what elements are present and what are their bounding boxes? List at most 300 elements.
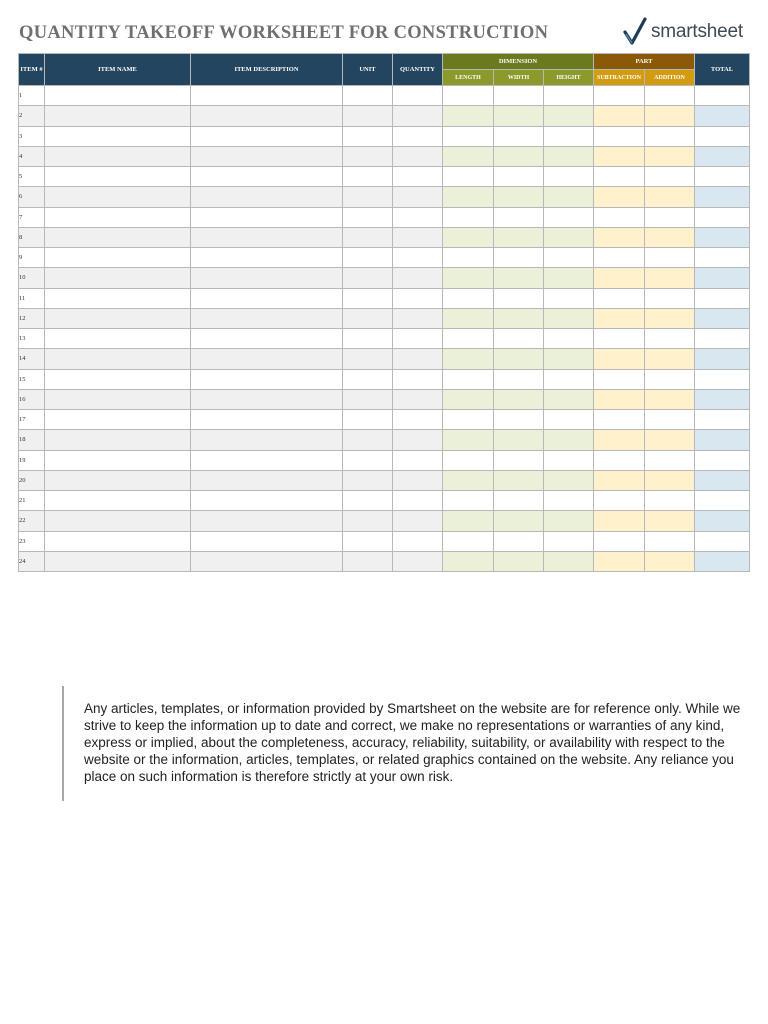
unit-cell[interactable] <box>343 106 393 126</box>
subtraction-cell[interactable] <box>594 491 645 511</box>
table-row <box>19 248 750 268</box>
item-name-cell[interactable] <box>45 126 191 146</box>
quantity-cell[interactable] <box>393 531 443 551</box>
length-cell[interactable] <box>443 167 494 187</box>
table-row <box>19 329 750 349</box>
total-cell[interactable] <box>695 288 750 308</box>
total-cell[interactable] <box>695 106 750 126</box>
addition-cell[interactable] <box>645 268 695 288</box>
item-name-cell[interactable] <box>45 207 191 227</box>
disclaimer-text: Any articles, templates, or information provided by Smartsheet on the website are for reference only. While we strive to keep the information up to date and correct, we make no representations or warranties of any kind, express or implied, about the completeness, accuracy, reliability, suitability, or availability with respect to the website or the information, articles, templates, or related graphics contained on the website. Any reliance you place on such information is therefore strictly at your own risk. <box>84 701 741 784</box>
addition-cell[interactable] <box>645 146 695 166</box>
item-number-cell: 14 <box>19 349 45 369</box>
subtraction-cell[interactable] <box>594 86 645 106</box>
width-cell[interactable] <box>494 410 544 430</box>
table-row <box>19 308 750 328</box>
item-description-cell[interactable] <box>191 248 343 268</box>
total-cell[interactable] <box>695 167 750 187</box>
smartsheet-logo[interactable] <box>623 16 743 48</box>
subtraction-cell[interactable] <box>594 450 645 470</box>
item-description-cell[interactable] <box>191 389 343 409</box>
total-cell[interactable] <box>695 187 750 207</box>
height-cell[interactable] <box>544 308 594 328</box>
item-number-cell: 4 <box>19 146 45 166</box>
total-cell[interactable] <box>695 329 750 349</box>
item-description-cell[interactable] <box>191 430 343 450</box>
table-row <box>19 146 750 166</box>
item-number-cell: 10 <box>19 268 45 288</box>
subtraction-cell[interactable] <box>594 389 645 409</box>
height-cell[interactable] <box>544 369 594 389</box>
subtraction-cell[interactable] <box>594 268 645 288</box>
width-cell[interactable] <box>494 268 544 288</box>
unit-cell[interactable] <box>343 86 393 106</box>
item-description-cell[interactable] <box>191 531 343 551</box>
total-cell[interactable] <box>695 470 750 490</box>
length-cell[interactable] <box>443 86 494 106</box>
length-cell[interactable] <box>443 551 494 571</box>
item-number-cell: 22 <box>19 511 45 531</box>
item-description-cell[interactable] <box>191 106 343 126</box>
height-cell[interactable] <box>544 531 594 551</box>
item-number-cell: 3 <box>19 126 45 146</box>
quantity-cell[interactable] <box>393 308 443 328</box>
item-name-cell[interactable] <box>45 187 191 207</box>
unit-cell[interactable] <box>343 551 393 571</box>
table-row <box>19 106 750 126</box>
addition-cell[interactable] <box>645 430 695 450</box>
item-name-cell[interactable] <box>45 369 191 389</box>
subtraction-cell[interactable] <box>594 227 645 247</box>
addition-cell[interactable] <box>645 308 695 328</box>
height-cell[interactable] <box>544 389 594 409</box>
length-cell[interactable] <box>443 369 494 389</box>
total-cell[interactable] <box>695 126 750 146</box>
unit-cell[interactable] <box>343 308 393 328</box>
unit-cell[interactable] <box>343 410 393 430</box>
height-cell[interactable] <box>544 410 594 430</box>
unit-cell[interactable] <box>343 248 393 268</box>
subtraction-cell[interactable] <box>594 248 645 268</box>
width-cell[interactable] <box>494 329 544 349</box>
addition-cell[interactable] <box>645 248 695 268</box>
quantity-cell[interactable] <box>393 268 443 288</box>
height-cell[interactable] <box>544 167 594 187</box>
item-name-cell[interactable] <box>45 349 191 369</box>
table-row <box>19 227 750 247</box>
subtraction-cell[interactable] <box>594 410 645 430</box>
header-height: HEIGHT <box>544 70 594 86</box>
unit-cell[interactable] <box>343 511 393 531</box>
length-cell[interactable] <box>443 187 494 207</box>
table-row <box>19 450 750 470</box>
item-name-cell[interactable] <box>45 531 191 551</box>
total-cell[interactable] <box>695 146 750 166</box>
unit-cell[interactable] <box>343 288 393 308</box>
total-cell[interactable] <box>695 207 750 227</box>
item-name-cell[interactable] <box>45 248 191 268</box>
length-cell[interactable] <box>443 491 494 511</box>
unit-cell[interactable] <box>343 470 393 490</box>
header-dimension: DIMENSION <box>443 54 594 70</box>
item-name-cell[interactable] <box>45 86 191 106</box>
item-number-cell: 20 <box>19 470 45 490</box>
addition-cell[interactable] <box>645 207 695 227</box>
table-row <box>19 430 750 450</box>
addition-cell[interactable] <box>645 349 695 369</box>
item-number-cell: 2 <box>19 106 45 126</box>
logo-text: smartsheet <box>651 21 743 42</box>
length-cell[interactable] <box>443 389 494 409</box>
quantity-cell[interactable] <box>393 126 443 146</box>
item-name-cell[interactable] <box>45 450 191 470</box>
item-name-cell[interactable] <box>45 389 191 409</box>
quantity-cell[interactable] <box>393 106 443 126</box>
addition-cell[interactable] <box>645 329 695 349</box>
width-cell[interactable] <box>494 450 544 470</box>
item-name-cell[interactable] <box>45 430 191 450</box>
item-name-cell[interactable] <box>45 106 191 126</box>
item-description-cell[interactable] <box>191 329 343 349</box>
total-cell[interactable] <box>695 369 750 389</box>
width-cell[interactable] <box>494 511 544 531</box>
length-cell[interactable] <box>443 126 494 146</box>
item-name-cell[interactable] <box>45 511 191 531</box>
quantity-cell[interactable] <box>393 470 443 490</box>
length-cell[interactable] <box>443 207 494 227</box>
unit-cell[interactable] <box>343 430 393 450</box>
height-cell[interactable] <box>544 511 594 531</box>
width-cell[interactable] <box>494 227 544 247</box>
height-cell[interactable] <box>544 551 594 571</box>
total-cell[interactable] <box>695 86 750 106</box>
quantity-cell[interactable] <box>393 369 443 389</box>
subtraction-cell[interactable] <box>594 430 645 450</box>
width-cell[interactable] <box>494 430 544 450</box>
item-number-cell: 13 <box>19 329 45 349</box>
addition-cell[interactable] <box>645 86 695 106</box>
unit-cell[interactable] <box>343 531 393 551</box>
height-cell[interactable] <box>544 227 594 247</box>
unit-cell[interactable] <box>343 146 393 166</box>
table-row <box>19 511 750 531</box>
item-description-cell[interactable] <box>191 126 343 146</box>
item-name-cell[interactable] <box>45 551 191 571</box>
item-description-cell[interactable] <box>191 491 343 511</box>
subtraction-cell[interactable] <box>594 551 645 571</box>
item-number-cell: 17 <box>19 410 45 430</box>
table-row <box>19 410 750 430</box>
unit-cell[interactable] <box>343 207 393 227</box>
item-description-cell[interactable] <box>191 207 343 227</box>
length-cell[interactable] <box>443 329 494 349</box>
height-cell[interactable] <box>544 268 594 288</box>
subtraction-cell[interactable] <box>594 470 645 490</box>
addition-cell[interactable] <box>645 389 695 409</box>
unit-cell[interactable] <box>343 349 393 369</box>
item-description-cell[interactable] <box>191 410 343 430</box>
quantity-cell[interactable] <box>393 551 443 571</box>
subtraction-cell[interactable] <box>594 146 645 166</box>
addition-cell[interactable] <box>645 369 695 389</box>
length-cell[interactable] <box>443 146 494 166</box>
width-cell[interactable] <box>494 308 544 328</box>
item-name-cell[interactable] <box>45 308 191 328</box>
header-subtraction: SUBTRACTION <box>594 70 645 86</box>
subtraction-cell[interactable] <box>594 511 645 531</box>
height-cell[interactable] <box>544 470 594 490</box>
subtraction-cell[interactable] <box>594 187 645 207</box>
checkmark-icon <box>623 17 647 47</box>
addition-cell[interactable] <box>645 470 695 490</box>
item-description-cell[interactable] <box>191 450 343 470</box>
quantity-cell[interactable] <box>393 146 443 166</box>
length-cell[interactable] <box>443 106 494 126</box>
subtraction-cell[interactable] <box>594 531 645 551</box>
width-cell[interactable] <box>494 187 544 207</box>
unit-cell[interactable] <box>343 167 393 187</box>
header-item-description: ITEM DESCRIPTION <box>191 54 343 86</box>
item-description-cell[interactable] <box>191 86 343 106</box>
item-name-cell[interactable] <box>45 288 191 308</box>
header-total: TOTAL <box>695 54 750 86</box>
total-cell[interactable] <box>695 268 750 288</box>
quantity-cell[interactable] <box>393 187 443 207</box>
table-row <box>19 126 750 146</box>
subtraction-cell[interactable] <box>594 207 645 227</box>
total-cell[interactable] <box>695 531 750 551</box>
unit-cell[interactable] <box>343 450 393 470</box>
height-cell[interactable] <box>544 126 594 146</box>
item-number-cell: 6 <box>19 187 45 207</box>
height-cell[interactable] <box>544 288 594 308</box>
height-cell[interactable] <box>544 106 594 126</box>
length-cell[interactable] <box>443 410 494 430</box>
length-cell[interactable] <box>443 531 494 551</box>
width-cell[interactable] <box>494 288 544 308</box>
height-cell[interactable] <box>544 430 594 450</box>
quantity-cell[interactable] <box>393 511 443 531</box>
quantity-cell[interactable] <box>393 227 443 247</box>
addition-cell[interactable] <box>645 288 695 308</box>
height-cell[interactable] <box>544 329 594 349</box>
addition-cell[interactable] <box>645 511 695 531</box>
subtraction-cell[interactable] <box>594 349 645 369</box>
item-name-cell[interactable] <box>45 329 191 349</box>
item-number-cell: 8 <box>19 227 45 247</box>
height-cell[interactable] <box>544 86 594 106</box>
item-number-cell: 24 <box>19 551 45 571</box>
unit-cell[interactable] <box>343 227 393 247</box>
item-name-cell[interactable] <box>45 491 191 511</box>
quantity-cell[interactable] <box>393 207 443 227</box>
addition-cell[interactable] <box>645 227 695 247</box>
length-cell[interactable] <box>443 227 494 247</box>
item-name-cell[interactable] <box>45 470 191 490</box>
item-description-cell[interactable] <box>191 308 343 328</box>
total-cell[interactable] <box>695 430 750 450</box>
subtraction-cell[interactable] <box>594 167 645 187</box>
width-cell[interactable] <box>494 491 544 511</box>
subtraction-cell[interactable] <box>594 369 645 389</box>
length-cell[interactable] <box>443 288 494 308</box>
item-description-cell[interactable] <box>191 227 343 247</box>
height-cell[interactable] <box>544 187 594 207</box>
unit-cell[interactable] <box>343 491 393 511</box>
table-row <box>19 531 750 551</box>
item-name-cell[interactable] <box>45 227 191 247</box>
item-name-cell[interactable] <box>45 410 191 430</box>
quantity-cell[interactable] <box>393 288 443 308</box>
header-length: LENGTH <box>443 70 494 86</box>
item-description-cell[interactable] <box>191 187 343 207</box>
item-number-cell: 21 <box>19 491 45 511</box>
quantity-cell[interactable] <box>393 430 443 450</box>
quantity-cell[interactable] <box>393 329 443 349</box>
quantity-cell[interactable] <box>393 86 443 106</box>
unit-cell[interactable] <box>343 268 393 288</box>
item-number-cell: 16 <box>19 389 45 409</box>
width-cell[interactable] <box>494 531 544 551</box>
height-cell[interactable] <box>544 491 594 511</box>
width-cell[interactable] <box>494 207 544 227</box>
width-cell[interactable] <box>494 106 544 126</box>
total-cell[interactable] <box>695 349 750 369</box>
table-row <box>19 167 750 187</box>
total-cell[interactable] <box>695 511 750 531</box>
quantity-cell[interactable] <box>393 349 443 369</box>
quantity-cell[interactable] <box>393 450 443 470</box>
total-cell[interactable] <box>695 389 750 409</box>
item-description-cell[interactable] <box>191 288 343 308</box>
width-cell[interactable] <box>494 551 544 571</box>
addition-cell[interactable] <box>645 491 695 511</box>
addition-cell[interactable] <box>645 450 695 470</box>
width-cell[interactable] <box>494 86 544 106</box>
addition-cell[interactable] <box>645 551 695 571</box>
quantity-cell[interactable] <box>393 410 443 430</box>
item-description-cell[interactable] <box>191 146 343 166</box>
height-cell[interactable] <box>544 207 594 227</box>
item-description-cell[interactable] <box>191 369 343 389</box>
length-cell[interactable] <box>443 349 494 369</box>
table-row <box>19 369 750 389</box>
unit-cell[interactable] <box>343 389 393 409</box>
total-cell[interactable] <box>695 450 750 470</box>
width-cell[interactable] <box>494 126 544 146</box>
quantity-cell[interactable] <box>393 491 443 511</box>
length-cell[interactable] <box>443 268 494 288</box>
header-quantity: QUANTITY <box>393 54 443 86</box>
height-cell[interactable] <box>544 146 594 166</box>
item-description-cell[interactable] <box>191 268 343 288</box>
unit-cell[interactable] <box>343 369 393 389</box>
quantity-cell[interactable] <box>393 389 443 409</box>
total-cell[interactable] <box>695 308 750 328</box>
addition-cell[interactable] <box>645 187 695 207</box>
subtraction-cell[interactable] <box>594 329 645 349</box>
height-cell[interactable] <box>544 450 594 470</box>
header-part: PART <box>594 54 695 70</box>
total-cell[interactable] <box>695 551 750 571</box>
item-number-cell: 9 <box>19 248 45 268</box>
unit-cell[interactable] <box>343 329 393 349</box>
item-number-cell: 19 <box>19 450 45 470</box>
table-row <box>19 349 750 369</box>
header-item-name: ITEM NAME <box>45 54 191 86</box>
width-cell[interactable] <box>494 369 544 389</box>
length-cell[interactable] <box>443 430 494 450</box>
unit-cell[interactable] <box>343 187 393 207</box>
subtraction-cell[interactable] <box>594 106 645 126</box>
addition-cell[interactable] <box>645 106 695 126</box>
table-row <box>19 268 750 288</box>
table-row <box>19 470 750 490</box>
length-cell[interactable] <box>443 308 494 328</box>
length-cell[interactable] <box>443 248 494 268</box>
item-number-cell: 11 <box>19 288 45 308</box>
width-cell[interactable] <box>494 389 544 409</box>
addition-cell[interactable] <box>645 126 695 146</box>
subtraction-cell[interactable] <box>594 308 645 328</box>
table-row <box>19 207 750 227</box>
table-row <box>19 288 750 308</box>
item-description-cell[interactable] <box>191 511 343 531</box>
length-cell[interactable] <box>443 470 494 490</box>
item-description-cell[interactable] <box>191 470 343 490</box>
table-row <box>19 389 750 409</box>
width-cell[interactable] <box>494 470 544 490</box>
addition-cell[interactable] <box>645 410 695 430</box>
subtraction-cell[interactable] <box>594 288 645 308</box>
header-unit: UNIT <box>343 54 393 86</box>
height-cell[interactable] <box>544 248 594 268</box>
quantity-cell[interactable] <box>393 167 443 187</box>
total-cell[interactable] <box>695 248 750 268</box>
item-description-cell[interactable] <box>191 167 343 187</box>
total-cell[interactable] <box>695 227 750 247</box>
width-cell[interactable] <box>494 167 544 187</box>
item-number-cell: 15 <box>19 369 45 389</box>
item-number-cell: 5 <box>19 167 45 187</box>
table-row <box>19 86 750 106</box>
item-description-cell[interactable] <box>191 551 343 571</box>
item-name-cell[interactable] <box>45 268 191 288</box>
item-number-cell: 7 <box>19 207 45 227</box>
item-number-cell: 18 <box>19 430 45 450</box>
disclaimer-box <box>62 686 744 801</box>
item-description-cell[interactable] <box>191 349 343 369</box>
unit-cell[interactable] <box>343 126 393 146</box>
addition-cell[interactable] <box>645 531 695 551</box>
total-cell[interactable] <box>695 410 750 430</box>
length-cell[interactable] <box>443 511 494 531</box>
item-name-cell[interactable] <box>45 146 191 166</box>
worksheet-title: QUANTITY TAKEOFF WORKSHEET FOR CONSTRUCTION <box>19 23 549 43</box>
item-number-cell: 12 <box>19 308 45 328</box>
subtraction-cell[interactable] <box>594 126 645 146</box>
item-name-cell[interactable] <box>45 167 191 187</box>
width-cell[interactable] <box>494 146 544 166</box>
header-width: WIDTH <box>494 70 544 86</box>
addition-cell[interactable] <box>645 167 695 187</box>
total-cell[interactable] <box>695 491 750 511</box>
width-cell[interactable] <box>494 349 544 369</box>
length-cell[interactable] <box>443 450 494 470</box>
quantity-cell[interactable] <box>393 248 443 268</box>
width-cell[interactable] <box>494 248 544 268</box>
height-cell[interactable] <box>544 349 594 369</box>
